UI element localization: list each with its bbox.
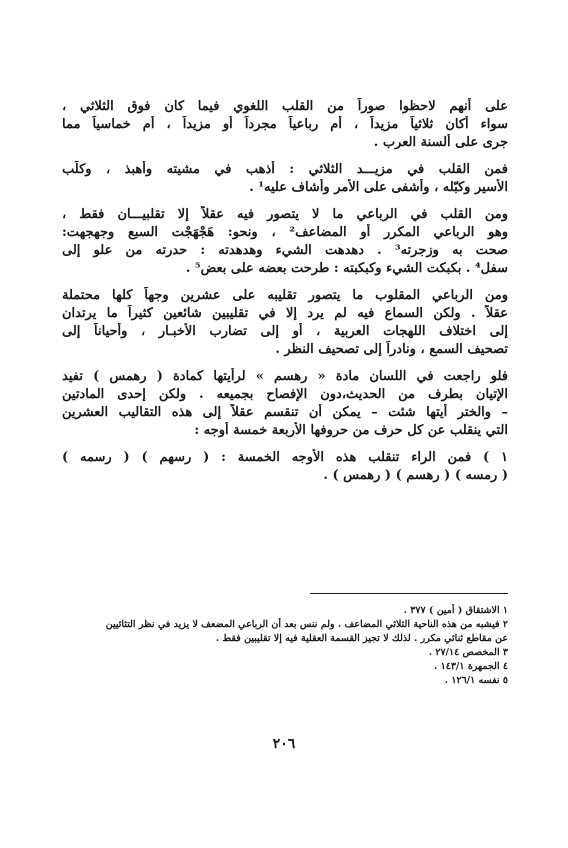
footnote-1: ١ الاشتقاق ( أمين ) ٣٧٧ . <box>403 605 508 616</box>
text-line: تصحيف السمع ، ونادراً إلى تصحيف النظر . <box>275 342 508 357</box>
text-line: الأسير وكبّله ، وأشفى على الأمر وأشاف عليه¹ . <box>249 180 508 195</box>
text-line: عقلاً . ولكن السماع فيه لم يرد إلا في تقليبين شائعين كثيراً ما يرتدان <box>62 306 508 321</box>
text-line: على أنهم لاحظوا صوراً من القلب اللغوي فيما كان فوق الثلاثي ، <box>62 99 508 114</box>
text-line: الإتيان بطرف من الحديث،دون الإفصاح بجميعه . ولكن إحدى المادتين <box>62 387 508 402</box>
text-line: صحت به وزجرته³ . دهدهت الشيء وهدهدته : حدرته من علو إلى <box>62 243 508 258</box>
paragraph-3 <box>62 206 508 278</box>
text-line: ( رمسه ) ( رهسم ) ( رهمس ) . <box>323 468 508 483</box>
text-line: ومن القلب في الرباعي ما لا يتصور فيه عقلاً إلا تقلبيـــان فقط ، <box>62 207 508 222</box>
text-line: سفل⁴ . بكبكت الشيء وكبكبته : طرحت بعضه على بعض⁵ . <box>185 261 508 276</box>
paragraph-6 <box>62 449 508 485</box>
paragraph-4 <box>62 287 508 359</box>
footnote-3: ٣ المخصص ٢٧/١٤ . <box>428 647 508 658</box>
footnote-5: ٥ نفسه ١٢٦/١ . <box>444 675 508 686</box>
text-line: فمن القلب في مزيـــد الثلاثي : أذهب في مشيته وأهبذ ، وكلّب <box>62 162 508 177</box>
text-line: – والختر أيتها شئت – يمكن أن تنقسم عقلاً إلى هذه التقاليب العشرين <box>62 405 508 420</box>
text-line: ١ ) فمن الراء تنقلب هذه الأوجه الخمسة : ( رسهم ) ( رسمه ) <box>62 450 508 465</box>
footnote-2: ٢ فيشبه من هذه الناحية الثلاثي المضاعف . ولم ننس بعد أن الرباعي المضعف لا يزيد في نظر التثائيين <box>105 619 508 630</box>
text-line: ومن الرباعي المقلوب ما يتصور تقليبه على عشرين وجهاً كلها محتملة <box>62 288 508 303</box>
text-line: وهو الرباعي المكرر أو المضاعف² ، ونحو: هَجْهَجْت السبع وجهجهت: <box>62 225 508 240</box>
main-text <box>62 98 508 494</box>
text-line: سواء أكان ثلاثياً مزيداً ، أم رباعياً مجرداً أو مزيداً ، أم خماسياً مما <box>62 117 508 132</box>
text-line: فلو راجعت في اللسان مادة « رهسم » لرأيتها كمادة ( رهمس ) تفيد <box>62 369 508 384</box>
text-line: إلى اختلاف اللهجات العربية ، أو إلى تضارب الأخبـار ، وأحياناً إلى <box>62 324 508 339</box>
paragraph-2 <box>62 161 508 197</box>
paragraph-5 <box>62 368 508 440</box>
paragraph-1 <box>62 98 508 152</box>
footnotes <box>62 604 508 688</box>
footnote-2-continued: عن مقاطع ثنائي مكرر . لذلك لا تجيز القسمة العقلية فيه إلا تقليبين فقط . <box>215 633 508 644</box>
page-number: ٢٠٦ <box>272 736 296 752</box>
footnote-4: ٤ الجمهرة ١٤٣/١ . <box>434 661 508 672</box>
text-line: جرى على ألسنة العرب . <box>373 135 508 150</box>
footnote-divider <box>310 593 508 594</box>
text-line: التي ينقلب عن كل حرف من حروفها الأربعة خمسة أوجه : <box>194 423 508 438</box>
